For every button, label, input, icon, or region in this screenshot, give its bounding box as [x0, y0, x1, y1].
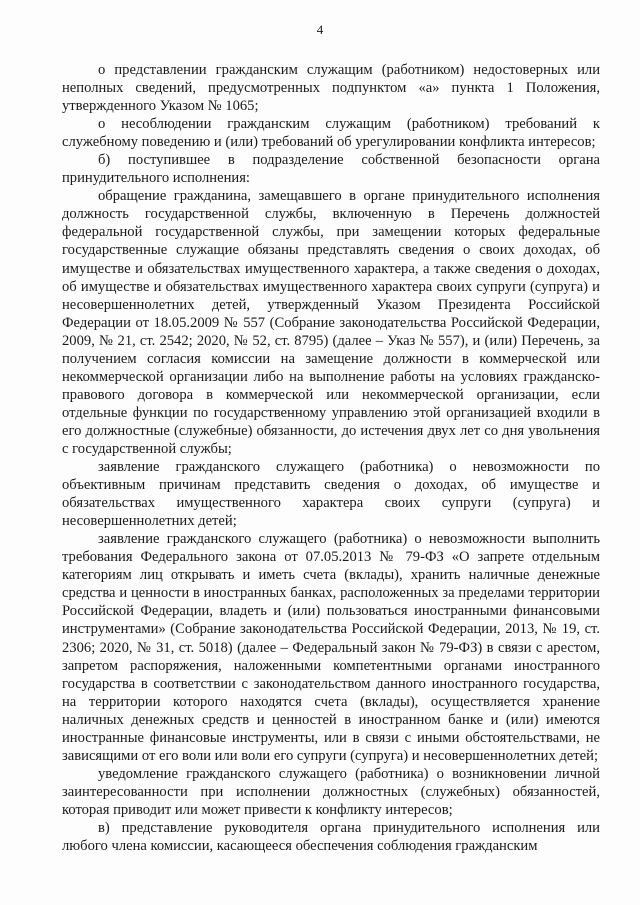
- paragraph-misrepresentation: о представлении гражданским служащим (работником) недостоверных или неполных сведений, предусмотренных подпунктом «а» пункта 1 Положения, утвержденного Указом № 1065;: [62, 62, 600, 115]
- paragraph-79fz-impossibility: заявление гражданского служащего (работника) о невозможности выполнить требования Федерального закона от 07.05.2013 № 79-ФЗ «О запрете отдельным категориям лиц открывать и иметь счета (вклады), хранить наличные денежные средства и ценности в иностранных банках, расположенных за пределами территории Российской Федерации, владеть и (или) пользоваться иностранными финансовыми инструментами» (Собрание законодательства Российской Федерации, 2013, № 19, ст. 2306; 2020, № 31, ст. 5018) (далее – Федеральный закон № 79-ФЗ) в связи с арестом, запретом распоряжения, наложенными компетентными органами иностранного государства в соответствии с законодательством данного иностранного государства, на территории которого находятся счета (вклады), осуществляется хранение наличных денежных средств и ценностей в иностранном банке и (или) имеются иностранные финансовые инструменты, или в связи с иными обстоятельствами, не зависящими от его воли или воли его супруги (супруга) и несовершеннолетних детей;: [62, 531, 600, 764]
- document-body: [62, 61, 600, 855]
- paragraph-v-head-submission: в) представление руководителя органа принудительного исполнения или любого члена комиссии, касающееся обеспечения соблюдения гражданским: [62, 819, 600, 855]
- page-number: 4: [316, 22, 324, 37]
- paragraph-noncompliance: о несоблюдении гражданским служащим (работником) требований к служебному поведению и (или) требований об урегулировании конфликта интересов;: [62, 116, 600, 151]
- paragraph-citizen-appeal: обращение гражданина, замещавшего в органе принудительного исполнения должность государственной службы, включенную в Перечень должностей федеральной государственной службы, при замещении которых федеральные государственные служащие обязаны представлять сведения о своих доходах, об имуществе и обязательствах имущественного характера, а также сведения о доходах, об имуществе и обязательствах имущественного характера своих супруги (супруга) и несовершеннолетних детей, утвержденный Указом Президента Российской Федерации от 18.05.2009 № 557 (Собрание законодательства Российской Федерации, 2009, № 21, ст. 2542; 2020, № 52, ст. 8795) (далее – Указ № 557), и (или) Перечень, за получением согласия комиссии на замещение должности в коммерческой или некоммерческой организации либо на выполнение работы на условиях гражданско-правового договора в коммерческой или некоммерческой организации, если отдельные функции по государственному управлению этой организацией входили в его должностные (служебные) обязанности, до истечения двух лет со дня увольнения с государственной службы;: [62, 188, 600, 457]
- paragraph-b-security-division: б) поступившее в подразделение собственной безопасности органа принудительного исполнения:: [62, 152, 600, 187]
- paragraph-conflict-notice: уведомление гражданского служащего (работника) о возникновении личной заинтересованности при исполнении должностных (служебных) обязанностей, которая приводит или может привести к конфликту интересов;: [62, 765, 600, 818]
- paragraph-income-statement-impossibility: заявление гражданского служащего (работника) о невозможности по объективным причинам представить сведения о доходах, об имуществе и обязательствах имущественного характера своих супруги (супруга) и несовершеннолетних детей;: [62, 459, 600, 530]
